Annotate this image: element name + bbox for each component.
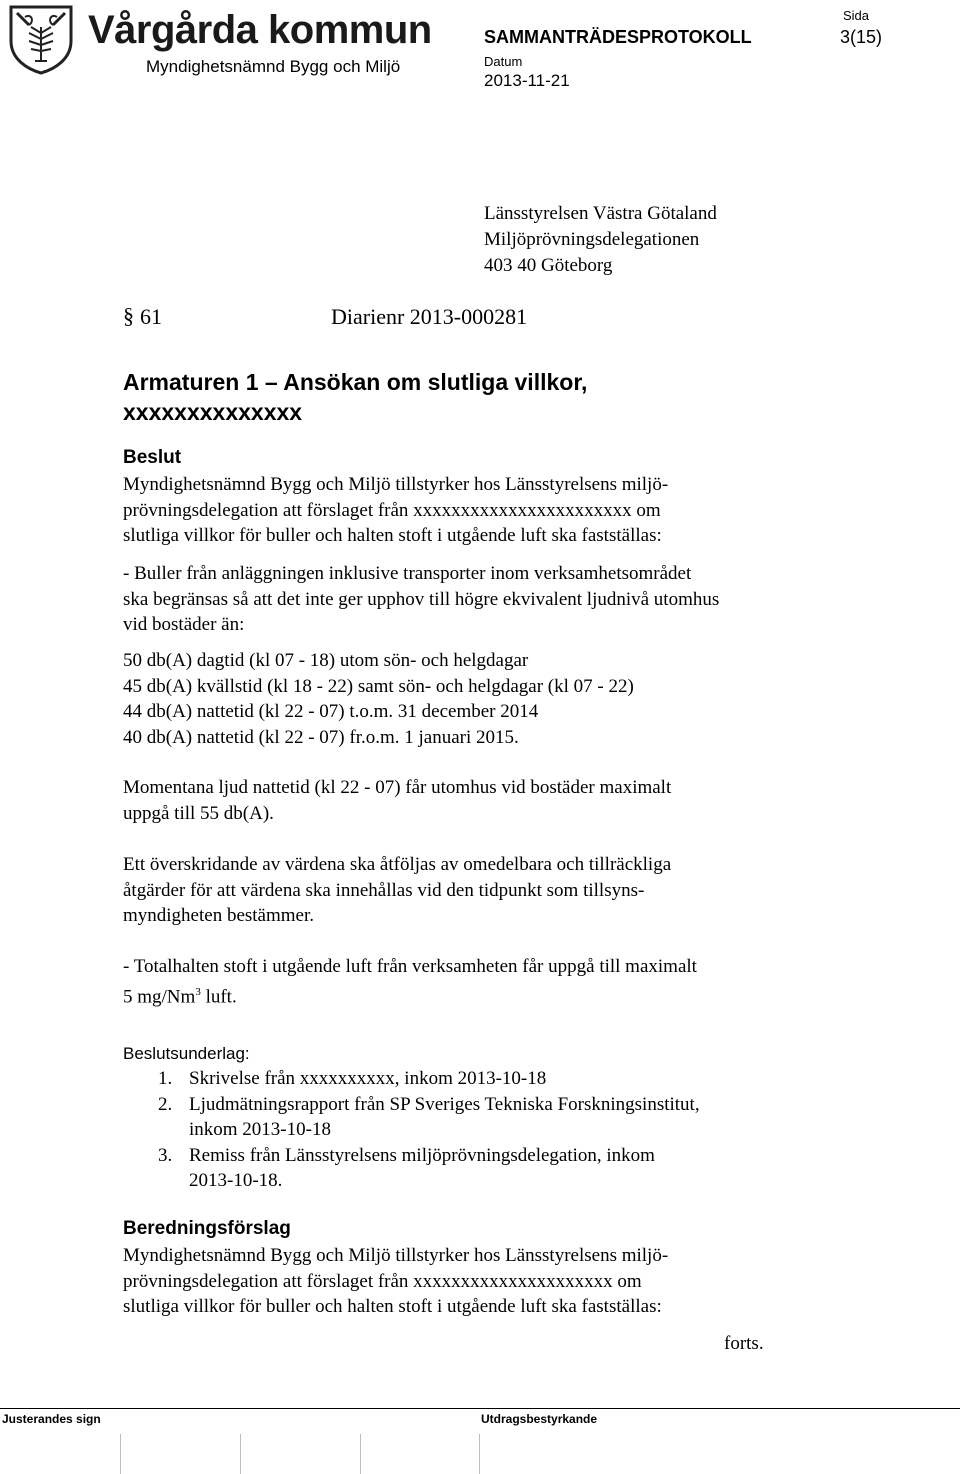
title-line: Armaturen 1 – Ansökan om slutliga villkor,: [123, 369, 588, 395]
overskridande-paragraph: [123, 852, 671, 929]
municipality-coat-of-arms-logo: [5, 3, 77, 75]
list-item: [123, 1066, 700, 1092]
stoft-requirement: [123, 954, 697, 1009]
text-line: slutliga villkor för buller och halten stoft i utgående luft ska fastställas:: [123, 525, 662, 546]
diarie-number: Diarienr 2013-000281: [331, 304, 528, 329]
continued-marker: forts.: [724, 1333, 764, 1354]
noise-level-line: 40 db(A) nattetid (kl 22 - 07) fr.o.m. 1 januari 2015.: [123, 726, 519, 748]
justerandes-sign-label: Justerandes sign: [2, 1412, 101, 1426]
beslutsunderlag-list: [123, 1066, 700, 1194]
list-item-number: 3.: [158, 1144, 173, 1166]
paragraph-number: 61: [140, 304, 162, 329]
noise-levels: [123, 648, 634, 750]
noise-level-line: 50 db(A) dagtid (kl 07 - 18) utom sön- och helgdagar: [123, 650, 529, 671]
list-item-number: 1.: [158, 1068, 173, 1089]
beslut-heading: Beslut: [123, 447, 182, 468]
text-line: myndigheten bestämmer.: [123, 905, 315, 926]
document-type: SAMMANTRÄDESPROTOKOLL: [484, 27, 752, 47]
text-line: uppgå till 55 db(A).: [123, 802, 274, 824]
text-line: Myndighetsnämnd Bygg och Miljö tillstyrker hos Länsstyrelsens miljö-: [123, 1245, 669, 1266]
text-line: - Totalhalten stoft i utgående luft från verksamheten får uppgå till maximalt: [123, 956, 697, 977]
signature-box-divider: [120, 1434, 121, 1474]
recipient-address: [484, 201, 717, 279]
list-item-text: Ljudmätningsrapport från SP Sveriges Tekniska Forskningsinstitut,: [189, 1093, 700, 1115]
signature-box-divider: [479, 1434, 480, 1474]
document-date: 2013-11-21: [484, 71, 570, 90]
list-item: [123, 1092, 700, 1143]
unit-superscript: 3: [195, 985, 201, 998]
text-line: vid bostäder än:: [123, 614, 245, 635]
date-label: Datum: [484, 54, 523, 69]
text-line: Ett överskridande av värdena ska åtföljas av omedelbara och tillräckliga: [123, 854, 672, 875]
beslutsunderlag-heading: Beslutsunderlag:: [123, 1044, 250, 1063]
list-item: [123, 1143, 700, 1194]
text-line: prövningsdelegation att förslaget från xxxxxxxxxxxxxxxxxxxxx om: [123, 1270, 642, 1292]
page-label: Sida: [843, 8, 870, 23]
title-line: xxxxxxxxxxxxxx: [123, 399, 303, 425]
signature-box-divider: [240, 1434, 241, 1474]
page-number: 3(15): [840, 27, 883, 47]
beslut-intro: [123, 472, 668, 549]
beredningsforslag-text: [123, 1243, 668, 1320]
stoft-unit-suffix: luft.: [200, 985, 237, 1007]
list-item-text: Remiss från Länsstyrelsens miljöprövningsdelegation, inkom: [189, 1144, 655, 1166]
text-line: - Buller från anläggningen inklusive transporter inom verksamhetsområdet: [123, 563, 692, 584]
recipient-line: 403 40 Göteborg: [484, 255, 613, 276]
beredningsforslag-heading: Beredningsförslag: [123, 1218, 291, 1239]
text-line: slutliga villkor för buller och halten stoft i utgående luft ska fastställas:: [123, 1296, 662, 1317]
list-item-number: 2.: [158, 1093, 173, 1115]
text-line: Myndighetsnämnd Bygg och Miljö tillstyrker hos Länsstyrelsens miljö-: [123, 474, 669, 495]
list-item-text: 2013-10-18.: [189, 1170, 283, 1191]
signature-box-divider: [360, 1434, 361, 1474]
document-title: [123, 367, 587, 427]
noise-level-line: 44 db(A) nattetid (kl 22 - 07) t.o.m. 31 december 2014: [123, 701, 539, 722]
organization-unit: Myndighetsnämnd Bygg och Miljö: [146, 57, 401, 76]
stoft-value: 5 mg/Nm: [123, 985, 196, 1007]
list-item-text: Skrivelse från xxxxxxxxxx, inkom 2013-10-18: [189, 1068, 547, 1089]
utdragsbestyrkande-label: Utdragsbestyrkande: [481, 1412, 598, 1426]
footer-divider: [0, 1408, 960, 1409]
text-line: Momentana ljud nattetid (kl 22 - 07) får utomhus vid bostäder maximalt: [123, 777, 672, 798]
paragraph-symbol: §: [123, 303, 134, 328]
text-line: åtgärder för att värdena ska innehållas vid den tidpunkt som tillsyns-: [123, 879, 645, 901]
organization-name: Vårgårda kommun: [88, 8, 432, 52]
text-line: [123, 980, 697, 1010]
text-line: ska begränsas så att det inte ger upphov till högre ekvivalent ljudnivå utomhus: [123, 588, 720, 610]
recipient-line: Miljöprövningsdelegationen: [484, 229, 700, 250]
noise-level-line: 45 db(A) kvällstid (kl 18 - 22) samt sön- och helgdagar (kl 07 - 22): [123, 675, 634, 697]
text-line: prövningsdelegation att förslaget från xxxxxxxxxxxxxxxxxxxxxxx om: [123, 499, 661, 521]
buller-requirement: [123, 561, 719, 638]
list-item-text: inkom 2013-10-18: [189, 1119, 331, 1140]
momentana-paragraph: [123, 775, 671, 826]
recipient-line: Länsstyrelsen Västra Götaland: [484, 203, 717, 224]
